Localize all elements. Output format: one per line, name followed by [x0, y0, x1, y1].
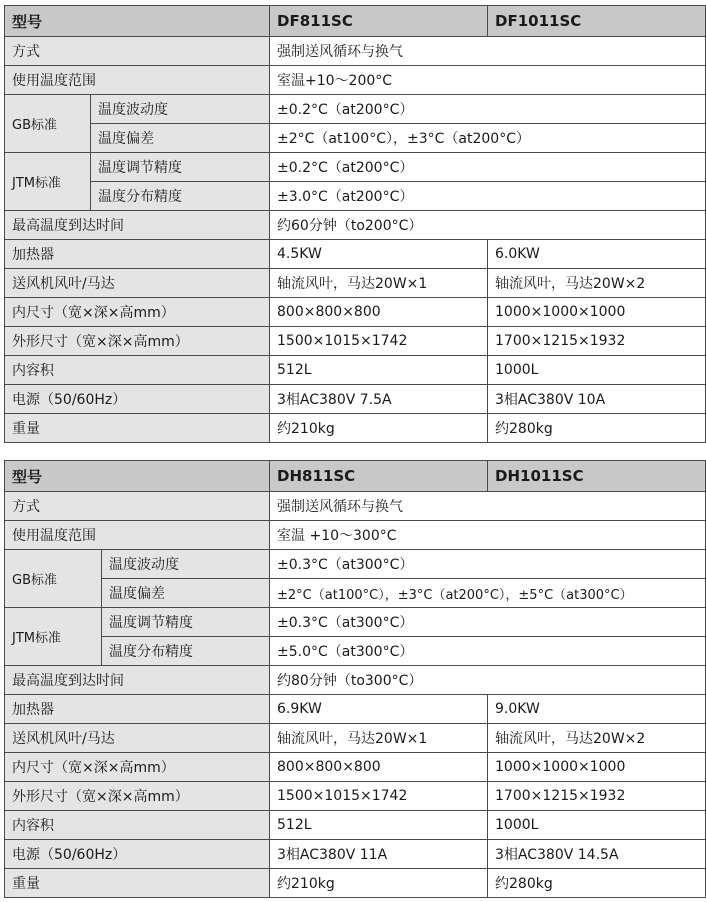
row-value-inner-size-b: 1000×1000×1000 [488, 753, 706, 782]
row-label-distribution-precision: 温度分布精度 [102, 637, 270, 666]
row-value-weight-b: 约280kg [488, 869, 706, 898]
table-row [5, 182, 706, 211]
row-value-outer-size-a: 1500×1015×1742 [270, 327, 488, 356]
row-label-power: 电源（50/60Hz） [5, 840, 270, 869]
table-row [5, 37, 706, 66]
row-value-volume-a: 512L [270, 356, 488, 385]
row-label-weight: 重量 [5, 414, 270, 443]
row-value-power-a: 3相AC380V 7.5A [270, 385, 488, 414]
row-label-fluctuation: 温度波动度 [91, 95, 270, 124]
row-value-fan-b: 轴流风叶，马达20W×2 [488, 269, 706, 298]
group-label-jtm: JTM标准 [5, 608, 102, 666]
row-value-heater-b: 9.0KW [488, 695, 706, 724]
table-row [5, 666, 706, 695]
table-row [5, 153, 706, 182]
row-value-fluctuation: ±0.3°C（at300°C） [270, 550, 706, 579]
model-a-name: DH811SC [270, 461, 488, 492]
row-value-deviation: ±2°C（at100°C），±3°C（at200°C） [270, 124, 706, 153]
table-row [5, 811, 706, 840]
spec-table-df [4, 5, 706, 443]
row-label-distribution-precision: 温度分布精度 [91, 182, 270, 211]
table-row [5, 550, 706, 579]
row-value-method: 强制送风循环与换气 [270, 37, 706, 66]
row-value-outer-size-b: 1700×1215×1932 [488, 327, 706, 356]
model-header-label: 型号 [5, 6, 270, 37]
row-label-fan: 送风机风叶/马达 [5, 269, 270, 298]
table-row [5, 66, 706, 95]
table-row [5, 327, 706, 356]
row-value-heater-a: 6.9KW [270, 695, 488, 724]
row-value-volume-b: 1000L [488, 356, 706, 385]
row-value-weight-a: 约210kg [270, 869, 488, 898]
row-value-inner-size-a: 800×800×800 [270, 298, 488, 327]
table-row [5, 492, 706, 521]
row-value-max-time: 约60分钟（to200°C） [270, 211, 706, 240]
row-label-heater: 加热器 [5, 695, 270, 724]
row-value-power-a: 3相AC380V 11A [270, 840, 488, 869]
model-b-name: DF1011SC [488, 6, 706, 37]
model-b-name: DH1011SC [488, 461, 706, 492]
group-label-gb: GB标准 [5, 550, 102, 608]
row-value-inner-size-a: 800×800×800 [270, 753, 488, 782]
row-label-max-time: 最高温度到达时间 [5, 211, 270, 240]
row-label-adjust-precision: 温度调节精度 [102, 608, 270, 637]
row-label-fluctuation: 温度波动度 [102, 550, 270, 579]
table-row [5, 385, 706, 414]
row-label-temp-range: 使用温度范围 [5, 521, 270, 550]
row-label-power: 电源（50/60Hz） [5, 385, 270, 414]
row-value-fan-a: 轴流风叶，马达20W×1 [270, 724, 488, 753]
row-label-volume: 内容积 [5, 811, 270, 840]
table-row [5, 269, 706, 298]
row-label-inner-size: 内尺寸（宽×深×高mm） [5, 298, 270, 327]
table-row [5, 753, 706, 782]
table-row [5, 695, 706, 724]
row-label-deviation: 温度偏差 [91, 124, 270, 153]
row-value-outer-size-b: 1700×1215×1932 [488, 782, 706, 811]
table-row [5, 124, 706, 153]
row-label-fan: 送风机风叶/马达 [5, 724, 270, 753]
row-value-heater-b: 6.0KW [488, 240, 706, 269]
row-label-method: 方式 [5, 37, 270, 66]
model-header-label: 型号 [5, 461, 270, 492]
row-value-outer-size-a: 1500×1015×1742 [270, 782, 488, 811]
row-label-outer-size: 外形尺寸（宽×深×高mm） [5, 327, 270, 356]
table-row [5, 414, 706, 443]
row-value-distribution-precision: ±3.0°C（at200°C） [270, 182, 706, 211]
row-value-fan-b: 轴流风叶，马达20W×2 [488, 724, 706, 753]
row-value-fluctuation: ±0.2°C（at200°C） [270, 95, 706, 124]
row-label-temp-range: 使用温度范围 [5, 66, 270, 95]
row-value-power-b: 3相AC380V 10A [488, 385, 706, 414]
row-label-inner-size: 内尺寸（宽×深×高mm） [5, 753, 270, 782]
group-label-gb: GB标准 [5, 95, 91, 153]
table-row [5, 356, 706, 385]
table-row [5, 240, 706, 269]
table-header-row [5, 6, 706, 37]
table-row [5, 298, 706, 327]
row-value-weight-b: 约280kg [488, 414, 706, 443]
row-label-deviation: 温度偏差 [102, 579, 270, 608]
row-value-max-time: 约80分钟（to300°C） [270, 666, 706, 695]
table-row [5, 637, 706, 666]
table-row [5, 579, 706, 608]
row-value-inner-size-b: 1000×1000×1000 [488, 298, 706, 327]
row-value-volume-a: 512L [270, 811, 488, 840]
row-value-power-b: 3相AC380V 14.5A [488, 840, 706, 869]
table-row [5, 95, 706, 124]
row-value-distribution-precision: ±5.0°C（at300°C） [270, 637, 706, 666]
row-value-adjust-precision: ±0.2°C（at200°C） [270, 153, 706, 182]
table-header-row [5, 461, 706, 492]
row-value-temp-range: 室温 +10～300°C [270, 521, 706, 550]
group-label-jtm: JTM标准 [5, 153, 91, 211]
row-label-adjust-precision: 温度调节精度 [91, 153, 270, 182]
row-label-heater: 加热器 [5, 240, 270, 269]
table-row [5, 840, 706, 869]
row-label-method: 方式 [5, 492, 270, 521]
row-value-adjust-precision: ±0.3°C（at300°C） [270, 608, 706, 637]
row-value-temp-range: 室温+10～200°C [270, 66, 706, 95]
row-value-deviation: ±2°C（at100°C），±3°C（at200°C），±5°C（at300°C） [270, 579, 706, 608]
row-value-heater-a: 4.5KW [270, 240, 488, 269]
row-value-volume-b: 1000L [488, 811, 706, 840]
table-row [5, 608, 706, 637]
table-row [5, 724, 706, 753]
row-label-outer-size: 外形尺寸（宽×深×高mm） [5, 782, 270, 811]
row-label-weight: 重量 [5, 869, 270, 898]
table-row [5, 782, 706, 811]
row-label-max-time: 最高温度到达时间 [5, 666, 270, 695]
table-row [5, 211, 706, 240]
row-value-fan-a: 轴流风叶，马达20W×1 [270, 269, 488, 298]
table-row [5, 521, 706, 550]
row-value-method: 强制送风循环与换气 [270, 492, 706, 521]
row-label-volume: 内容积 [5, 356, 270, 385]
table-row [5, 869, 706, 898]
spec-table-dh [4, 460, 706, 898]
row-value-weight-a: 约210kg [270, 414, 488, 443]
model-a-name: DF811SC [270, 6, 488, 37]
